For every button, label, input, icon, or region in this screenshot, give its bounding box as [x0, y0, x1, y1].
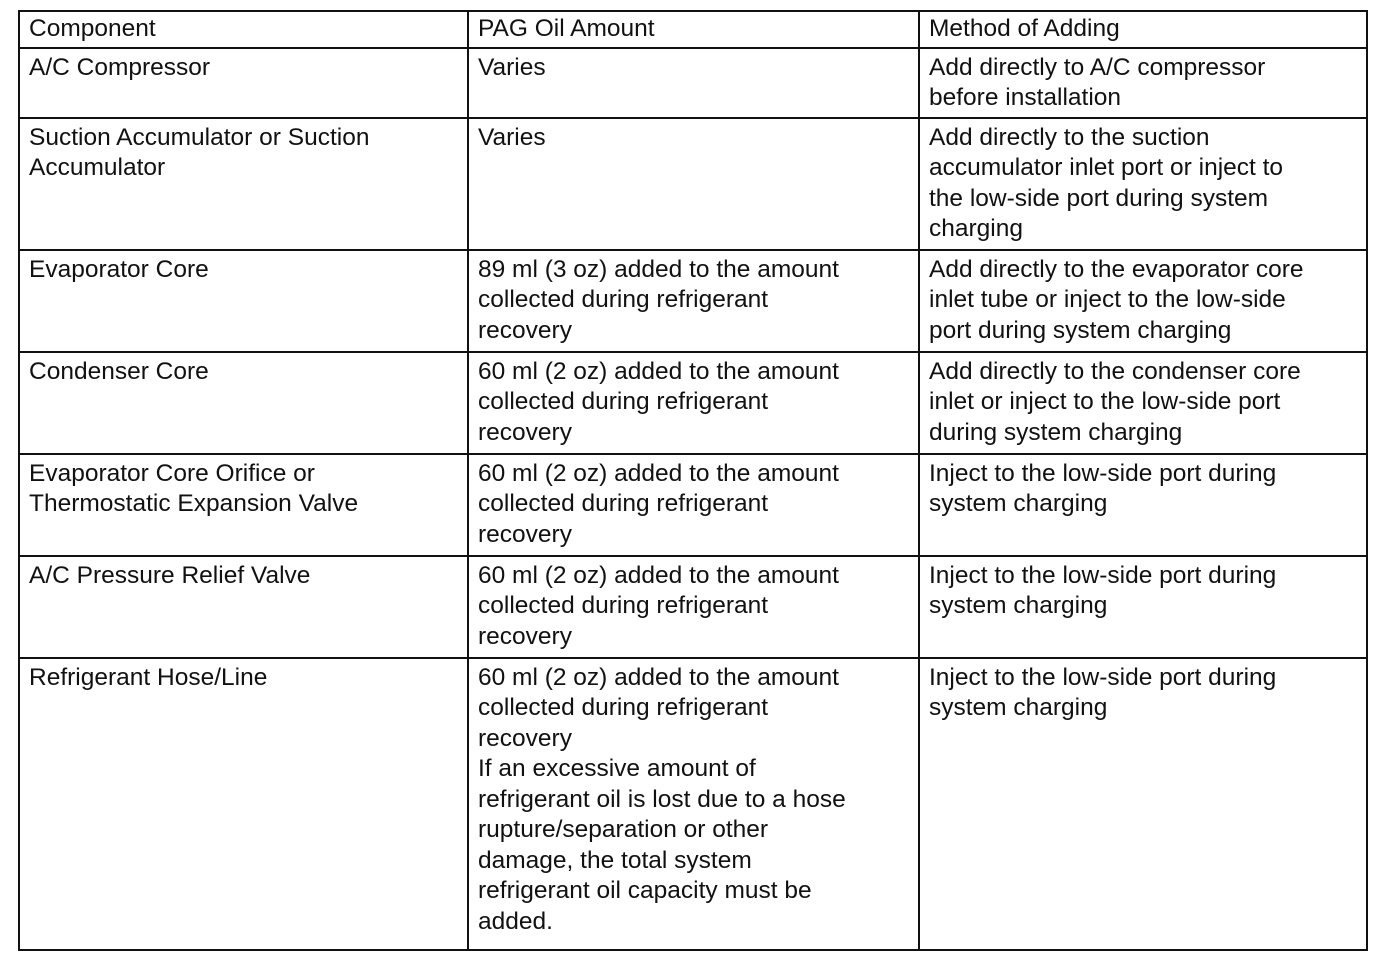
cell-component: Evaporator Core: [19, 250, 468, 352]
table-row: [19, 454, 1367, 556]
header-method: Method of Adding: [919, 11, 1367, 48]
cell-method: Inject to the low-side port during system charging: [919, 454, 1367, 556]
cell-method: Add directly to A/C compressor before installation: [919, 48, 1367, 118]
table-row: [19, 556, 1367, 658]
cell-oil-amount: 60 ml (2 oz) added to the amount collected during refrigerant recovery: [468, 454, 919, 556]
cell-method: Inject to the low-side port during system charging: [919, 658, 1367, 950]
cell-component: Suction Accumulator or Suction Accumulator: [19, 118, 468, 250]
cell-component: Refrigerant Hose/Line: [19, 658, 468, 950]
cell-method: Add directly to the evaporator core inlet tube or inject to the low-side port during system charging: [919, 250, 1367, 352]
header-oil-amount: PAG Oil Amount: [468, 11, 919, 48]
cell-component: Evaporator Core Orifice or Thermostatic Expansion Valve: [19, 454, 468, 556]
cell-method: Inject to the low-side port during system charging: [919, 556, 1367, 658]
cell-method: Add directly to the suction accumulator inlet port or inject to the low-side port during system charging: [919, 118, 1367, 250]
table-row: [19, 118, 1367, 250]
table-row: [19, 250, 1367, 352]
cell-oil-amount: Varies: [468, 118, 919, 250]
table-header-row: [19, 11, 1367, 48]
cell-oil-amount: 60 ml (2 oz) added to the amount collected during refrigerant recovery: [468, 556, 919, 658]
cell-method: Add directly to the condenser core inlet or inject to the low-side port during system charging: [919, 352, 1367, 454]
cell-oil-amount: Varies: [468, 48, 919, 118]
header-component: Component: [19, 11, 468, 48]
table-row: [19, 658, 1367, 950]
pag-oil-table: [18, 10, 1368, 951]
cell-oil-amount: 60 ml (2 oz) added to the amount collected during refrigerant recovery: [468, 352, 919, 454]
table-row: [19, 48, 1367, 118]
cell-oil-amount: 60 ml (2 oz) added to the amount collected during refrigerant recovery If an excessive amount of refrigerant oil is lost due to a hose rupture/separation or other damage, the total system refrigerant oil capacity must be added.: [468, 658, 919, 950]
table-row: [19, 352, 1367, 454]
cell-component: A/C Compressor: [19, 48, 468, 118]
cell-oil-amount: 89 ml (3 oz) added to the amount collected during refrigerant recovery: [468, 250, 919, 352]
cell-component: Condenser Core: [19, 352, 468, 454]
cell-component: A/C Pressure Relief Valve: [19, 556, 468, 658]
